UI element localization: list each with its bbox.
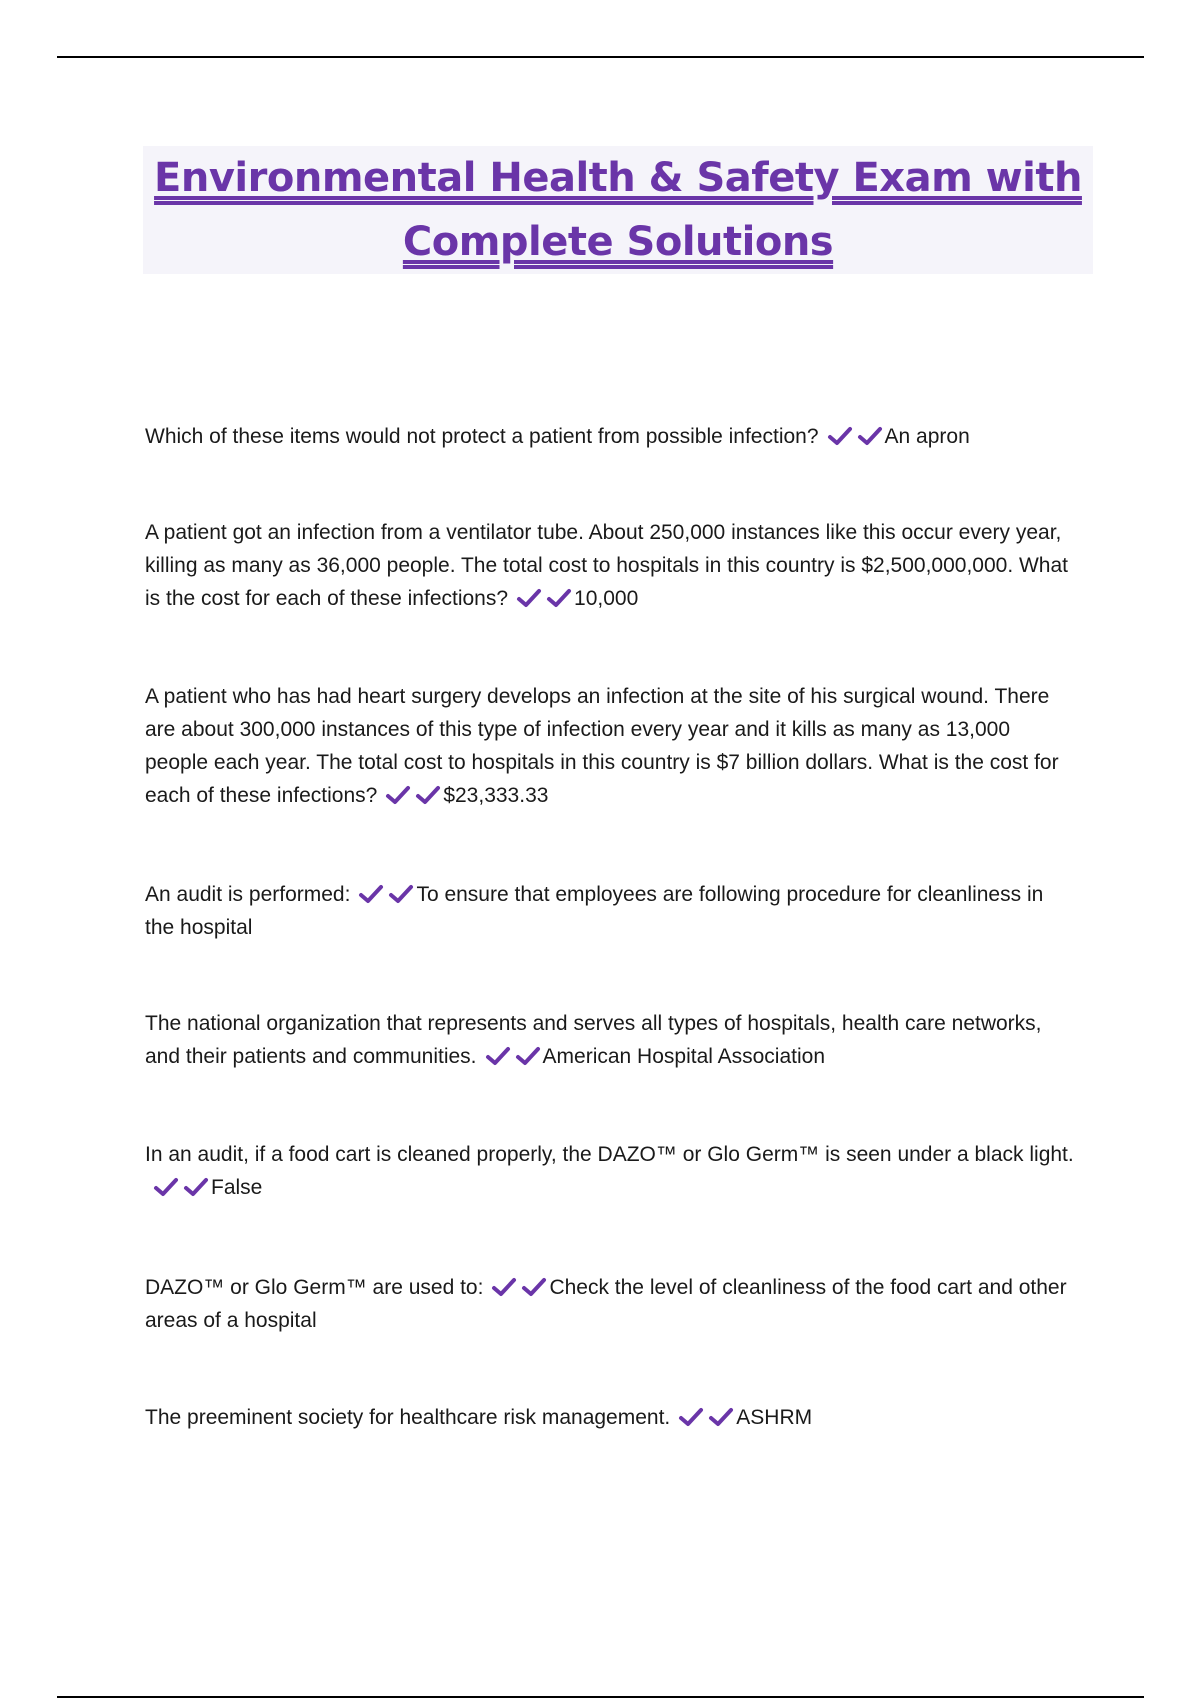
checkmark-icon (546, 587, 572, 609)
document-title: Environmental Health & Safety Exam with Complete Solutions (154, 155, 1082, 265)
checkmark-icon (516, 587, 542, 609)
page-bottom-rule (57, 1696, 1144, 1698)
answer-text: American Hospital Association (542, 1045, 825, 1068)
question-text: The preeminent society for healthcare risk management. (145, 1406, 671, 1429)
checkmark-icon (415, 784, 441, 806)
checkmark-icon (708, 1406, 734, 1428)
checkmark-icon (385, 784, 411, 806)
answer-text: 10,000 (574, 587, 639, 610)
checkmark-icon (678, 1406, 704, 1428)
question-text: A patient who has had heart surgery develops an infection at the site of his surgical wound. There are about 300,000 instances of this type of infection every year and it kills as many as 13,000 people each year. The total cost to hospitals in this country is $7 billion dollars. What is the cost for each of these infections? (145, 685, 1059, 807)
checkmark-icon (358, 883, 384, 905)
qa-item (145, 1138, 1075, 1204)
qa-item (145, 420, 1075, 453)
answer-text: To ensure that employees are following procedure for cleanliness in the hospital (145, 883, 1044, 939)
checkmark-icon (491, 1276, 517, 1298)
qa-item (145, 680, 1075, 812)
checkmark-icon (521, 1276, 547, 1298)
checkmark-icon (388, 883, 414, 905)
page-top-rule (57, 56, 1144, 58)
question-text: In an audit, if a food cart is cleaned properly, the DAZO™ or Glo Germ™ is seen under a black light. (145, 1143, 1074, 1166)
question-text: DAZO™ or Glo Germ™ are used to: (145, 1276, 484, 1299)
checkmark-icon (485, 1045, 511, 1067)
qa-item (145, 1401, 1075, 1434)
qa-item (145, 516, 1075, 615)
answer-text: Check the level of cleanliness of the food cart and other areas of a hospital (145, 1276, 1067, 1332)
answer-text: ASHRM (736, 1406, 813, 1429)
answer-text: $23,333.33 (443, 784, 549, 807)
qa-item (145, 1271, 1075, 1337)
checkmark-icon (153, 1176, 179, 1198)
checkmark-icon (827, 425, 853, 447)
qa-item (145, 878, 1075, 944)
qa-item (145, 1007, 1075, 1073)
checkmark-icon (857, 425, 883, 447)
title-banner (143, 146, 1093, 274)
question-text: An audit is performed: (145, 883, 351, 906)
question-text: The national organization that represents and serves all types of hospitals, health care networks, and their patients and communities. (145, 1012, 1042, 1068)
answer-text: False (211, 1176, 263, 1199)
answer-text: An apron (884, 425, 970, 448)
checkmark-icon (515, 1045, 541, 1067)
question-text: Which of these items would not protect a patient from possible infection? (145, 425, 819, 448)
checkmark-icon (183, 1176, 209, 1198)
question-text: A patient got an infection from a ventilator tube. About 250,000 instances like this occur every year, killing as many as 36,000 people. The total cost to hospitals in this country is $2,500,000,000. What is the cost for each of these infections? (145, 521, 1068, 610)
